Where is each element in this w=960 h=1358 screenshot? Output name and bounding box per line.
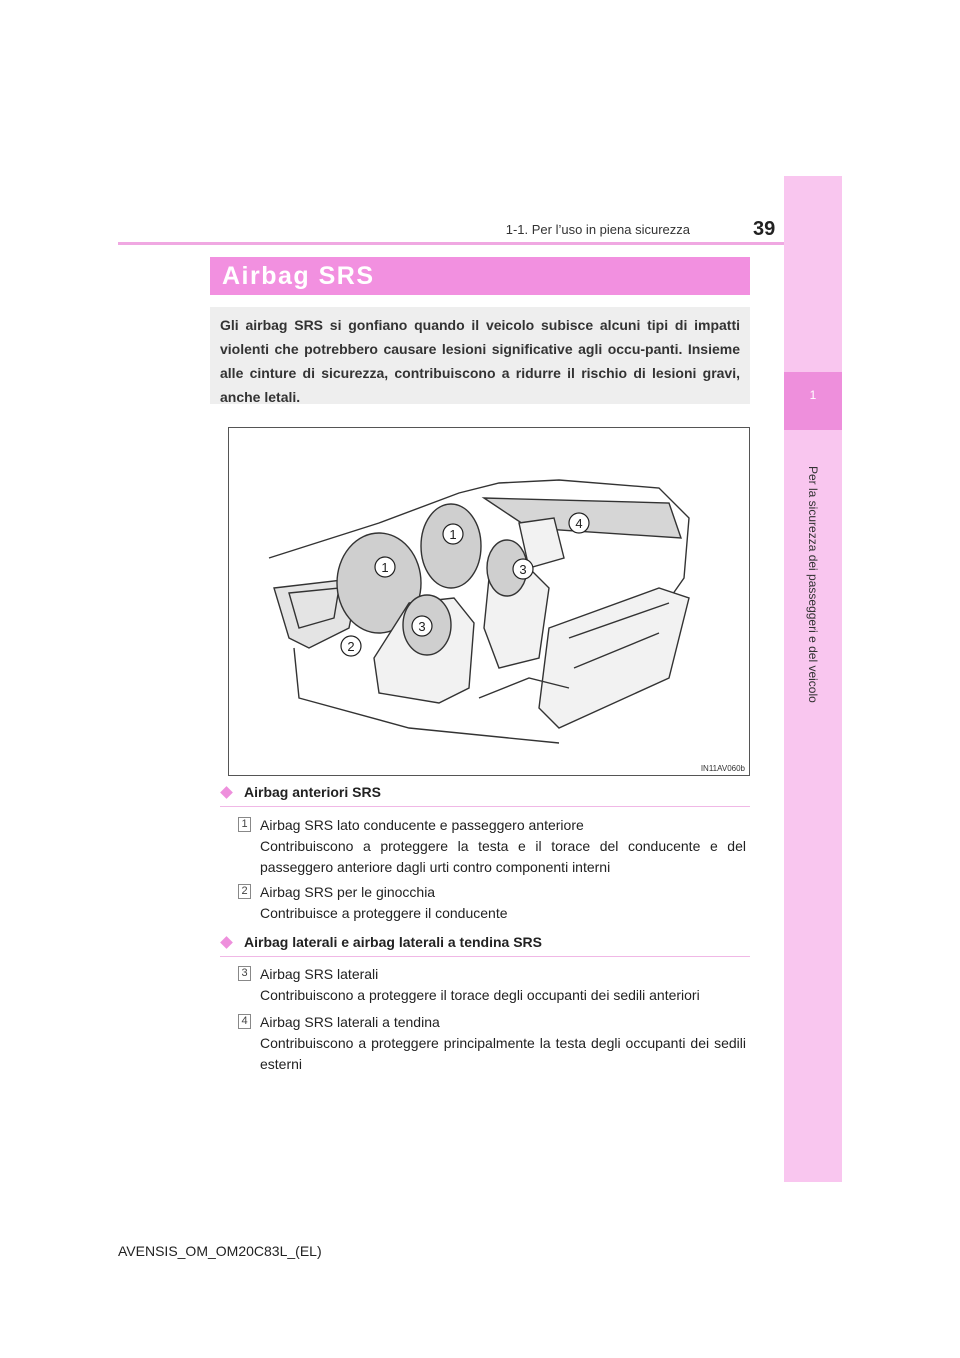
callout-label: 3 xyxy=(519,562,527,577)
subheading-text: Airbag laterali e airbag laterali a tendina SRS xyxy=(244,934,542,950)
item-description: Contribuiscono a proteggere il torace degli occupanti dei sedili anteriori xyxy=(260,987,700,1003)
figure-code: IN11AV060b xyxy=(700,764,745,773)
item-title: Airbag SRS lato conducente e passeggero anteriore xyxy=(260,817,584,833)
callout-layer xyxy=(229,428,749,775)
intro-box: Gli airbag SRS si gonfiano quando il veicolo subisce alcuni tipi di impatti violenti che potrebbero causare lesioni significative agli occu-panti. Insieme alle cinture di sicurezza, contribuiscono a ridurre il rischio di lesioni gravi, anche letali. xyxy=(210,307,750,404)
item-number-badge: 4 xyxy=(238,1014,251,1029)
diamond-bullet-icon xyxy=(220,936,233,949)
callout-3b xyxy=(412,616,432,636)
item-number-badge: 1 xyxy=(238,817,251,832)
item-title: Airbag SRS laterali a tendina xyxy=(260,1014,440,1030)
document-code-footer: AVENSIS_OM_OM20C83L_(EL) xyxy=(118,1243,322,1259)
callout-4 xyxy=(569,513,589,533)
callout-label: 4 xyxy=(575,516,583,531)
callout-label: 3 xyxy=(418,619,426,634)
item-title: Airbag SRS laterali xyxy=(260,966,379,982)
chapter-number: 1 xyxy=(809,388,817,402)
section-title-bar xyxy=(210,257,750,295)
item-number-badge: 3 xyxy=(238,966,251,981)
chapter-title-vertical xyxy=(800,466,826,906)
item-description: Contribuiscono a proteggere principalmente la testa degli occupanti dei sedili esterni xyxy=(260,1035,746,1072)
item-description: Contribuiscono a proteggere la testa e il torace del conducente e del passeggero anteriore dagli urti contro componenti interni xyxy=(260,838,746,875)
section-title: Airbag SRS xyxy=(222,262,375,290)
callout-3a xyxy=(513,559,533,579)
subheading-text: Airbag anteriori SRS xyxy=(244,784,381,800)
callout-label: 1 xyxy=(381,560,389,575)
chapter-side-tab xyxy=(784,176,842,1182)
airbag-illustration xyxy=(228,427,750,776)
callout-1b xyxy=(375,557,395,577)
callout-2 xyxy=(341,636,361,656)
diamond-bullet-icon xyxy=(220,786,233,799)
section-label: 1-1. Per l’uso in piena sicurezza xyxy=(505,222,690,237)
page-number: 39 xyxy=(753,218,776,240)
callout-label: 1 xyxy=(449,527,457,542)
item-description: Contribuisce a proteggere il conducente xyxy=(260,905,508,921)
item-title: Airbag SRS per le ginocchia xyxy=(260,884,436,900)
subheading-front-airbags xyxy=(220,782,750,807)
callout-label: 2 xyxy=(347,639,355,654)
header-divider xyxy=(118,242,784,245)
item-number-badge: 2 xyxy=(238,884,251,899)
chapter-title: Per la sicurezza dei passeggeri e del veicolo xyxy=(806,466,820,703)
callout-1a xyxy=(443,524,463,544)
subheading-side-airbags xyxy=(220,932,750,957)
